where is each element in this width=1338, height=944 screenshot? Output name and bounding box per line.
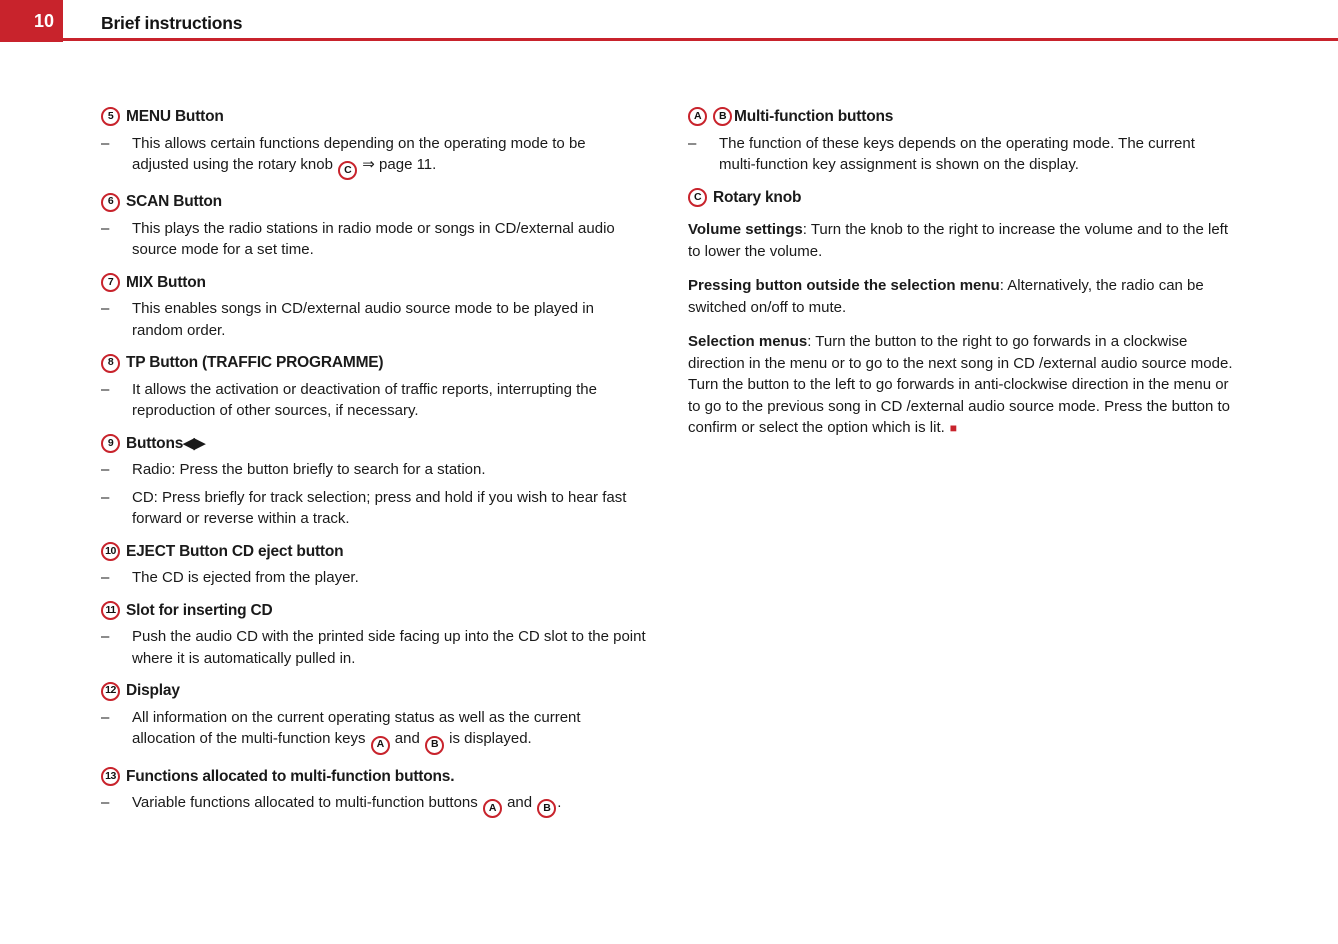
section-multifunction-allocation	[101, 766, 646, 819]
dash-marker: –	[101, 134, 110, 152]
list-item-text: This enables songs in CD/external audio source mode to be played in random order.	[132, 300, 594, 339]
section-heading	[101, 352, 646, 374]
section-heading	[101, 541, 646, 563]
text-segment: All information on the current operating status as well as the current allocation of the multi-function keys	[132, 708, 581, 748]
dash-marker: –	[101, 569, 110, 587]
list-item	[101, 298, 646, 341]
section-multifunction-buttons	[688, 106, 1233, 176]
section-title-text: SCAN Button	[126, 193, 222, 211]
section-heading	[688, 106, 1233, 128]
section-title-text: Buttons	[126, 434, 184, 452]
dash-marker: –	[101, 219, 110, 237]
section-eject-button	[101, 541, 646, 589]
end-of-section-square-icon: ■	[949, 421, 958, 435]
circled-letter-b-icon: B	[713, 107, 732, 126]
header-rule	[63, 38, 1338, 41]
dash-marker: –	[101, 628, 110, 646]
circled-number-12-icon: 12	[101, 682, 120, 701]
list-item-text: It allows the activation or deactivation of traffic reports, interrupting the reproduction of other sources, if necessary.	[132, 380, 597, 420]
paragraph-selection-menus	[688, 331, 1233, 440]
section-scan-button	[101, 191, 646, 261]
list-item	[101, 567, 646, 589]
text-segment: is displayed.	[445, 730, 532, 748]
page-number-tab	[0, 0, 63, 42]
circled-letter-c-icon: C	[688, 188, 707, 207]
dash-marker: –	[101, 461, 110, 479]
list-item-text: Push the audio CD with the printed side facing up into the CD slot to the point where it is automatically pulled in.	[132, 628, 646, 667]
section-title-text: EJECT Button CD eject button	[126, 542, 344, 560]
circled-number-10-icon: 10	[101, 542, 120, 561]
text-segment: .	[557, 794, 562, 811]
circled-letter-b-icon: B	[537, 799, 556, 818]
dash-marker: –	[101, 300, 110, 318]
circled-letter-c-icon: C	[338, 161, 357, 180]
text-segment: and	[502, 794, 537, 811]
circled-number-5-icon: 5	[101, 107, 120, 126]
section-rotary-knob	[688, 187, 1233, 209]
section-heading	[688, 187, 1233, 209]
circled-number-13-icon: 13	[101, 767, 120, 786]
section-heading	[101, 680, 646, 702]
text-segment: Variable functions allocated to multi-function buttons	[132, 794, 482, 811]
section-title-text: MENU Button	[126, 108, 224, 125]
section-tp-button	[101, 352, 646, 422]
circled-number-8-icon: 8	[101, 354, 120, 373]
section-menu-button	[101, 106, 646, 180]
list-item-text	[132, 792, 646, 818]
list-item-text: The CD is ejected from the player.	[132, 569, 359, 587]
circled-number-11-icon: 11	[101, 601, 120, 620]
list-item-text: The function of these keys depends on the operating mode. The current multi-function key assignment is shown on the display.	[719, 134, 1195, 173]
section-heading	[101, 191, 646, 213]
circled-number-6-icon: 6	[101, 193, 120, 212]
page-title: Brief instructions	[101, 13, 243, 33]
section-title-text: Rotary knob	[713, 188, 802, 206]
section-heading	[101, 272, 646, 294]
section-title-text: MIX Button	[126, 273, 206, 291]
list-item	[688, 133, 1233, 176]
left-column	[101, 106, 646, 829]
paragraph-press-outside-menu	[688, 275, 1233, 318]
text-segment: This allows certain functions depending on the operating mode to be adjusted using the rotary knob	[132, 134, 586, 173]
dash-marker: –	[688, 134, 697, 152]
section-title-text: Display	[126, 682, 180, 700]
dash-marker: –	[101, 794, 110, 811]
list-item-text: CD: Press briefly for track selection; press and hold if you wish to hear fast forward or reverse within a track.	[132, 488, 627, 528]
list-item-text	[132, 707, 646, 755]
section-heading	[101, 433, 646, 455]
page-number: 10	[33, 10, 54, 31]
right-column	[688, 106, 1233, 453]
paragraph-lead: Selection menus	[688, 333, 808, 350]
text-segment: ⇒ page 11.	[358, 156, 437, 173]
text-segment: and	[390, 730, 424, 748]
section-heading	[101, 106, 646, 128]
section-title-text: TP Button (TRAFFIC PROGRAMME)	[126, 354, 384, 372]
section-display	[101, 680, 646, 754]
section-seek-buttons	[101, 433, 646, 530]
section-title-text: Functions allocated to multi-function buttons.	[126, 767, 455, 785]
circled-letter-a-icon: A	[688, 107, 707, 126]
list-item	[101, 626, 646, 669]
paragraph-volume-settings	[688, 219, 1233, 262]
circled-letter-b-icon: B	[425, 736, 444, 755]
dash-marker: –	[101, 380, 110, 398]
paragraph-lead: Pressing button outside the selection menu	[688, 277, 1000, 294]
list-item	[101, 379, 646, 422]
list-item	[101, 792, 646, 818]
text-segment: : Turn the button to the right to go forwards in a clockwise direction in the menu or to go to the next song in CD /external audio source mode. Turn the button to the left to go forwards in anti-clockwise direction in the menu or to go to the previous song in CD /external audio source mode. Press the button to confirm or select the option which is lit.	[688, 333, 1233, 436]
text-segment: : Alternatively, the radio can be switched on/off to mute.	[688, 277, 1204, 316]
section-heading	[101, 600, 646, 622]
circled-number-9-icon: 9	[101, 434, 120, 453]
text-segment: : Turn the knob to the right to increase the volume and to the left to lower the volume.	[688, 221, 1229, 260]
dash-marker: –	[101, 708, 110, 726]
list-item	[101, 487, 646, 530]
circled-letter-a-icon: A	[483, 799, 502, 818]
paragraph-lead: Volume settings	[688, 221, 803, 238]
section-title-text: Multi-function buttons	[734, 108, 894, 125]
list-item-text: Radio: Press the button briefly to search for a station.	[132, 461, 486, 479]
list-item	[101, 133, 646, 181]
list-item	[101, 707, 646, 755]
section-title-text: Slot for inserting CD	[126, 601, 273, 619]
circled-letter-a-icon: A	[371, 736, 390, 755]
list-item-text	[132, 133, 646, 181]
section-cd-slot	[101, 600, 646, 670]
dash-marker: –	[101, 488, 110, 506]
list-item	[101, 459, 646, 481]
section-mix-button	[101, 272, 646, 342]
section-heading	[101, 766, 646, 788]
list-item	[101, 218, 646, 261]
prev-next-arrows-icon: ◀▶	[183, 434, 205, 452]
list-item-text: This plays the radio stations in radio mode or songs in CD/external audio source mode for a set time.	[132, 219, 615, 259]
circled-number-7-icon: 7	[101, 273, 120, 292]
